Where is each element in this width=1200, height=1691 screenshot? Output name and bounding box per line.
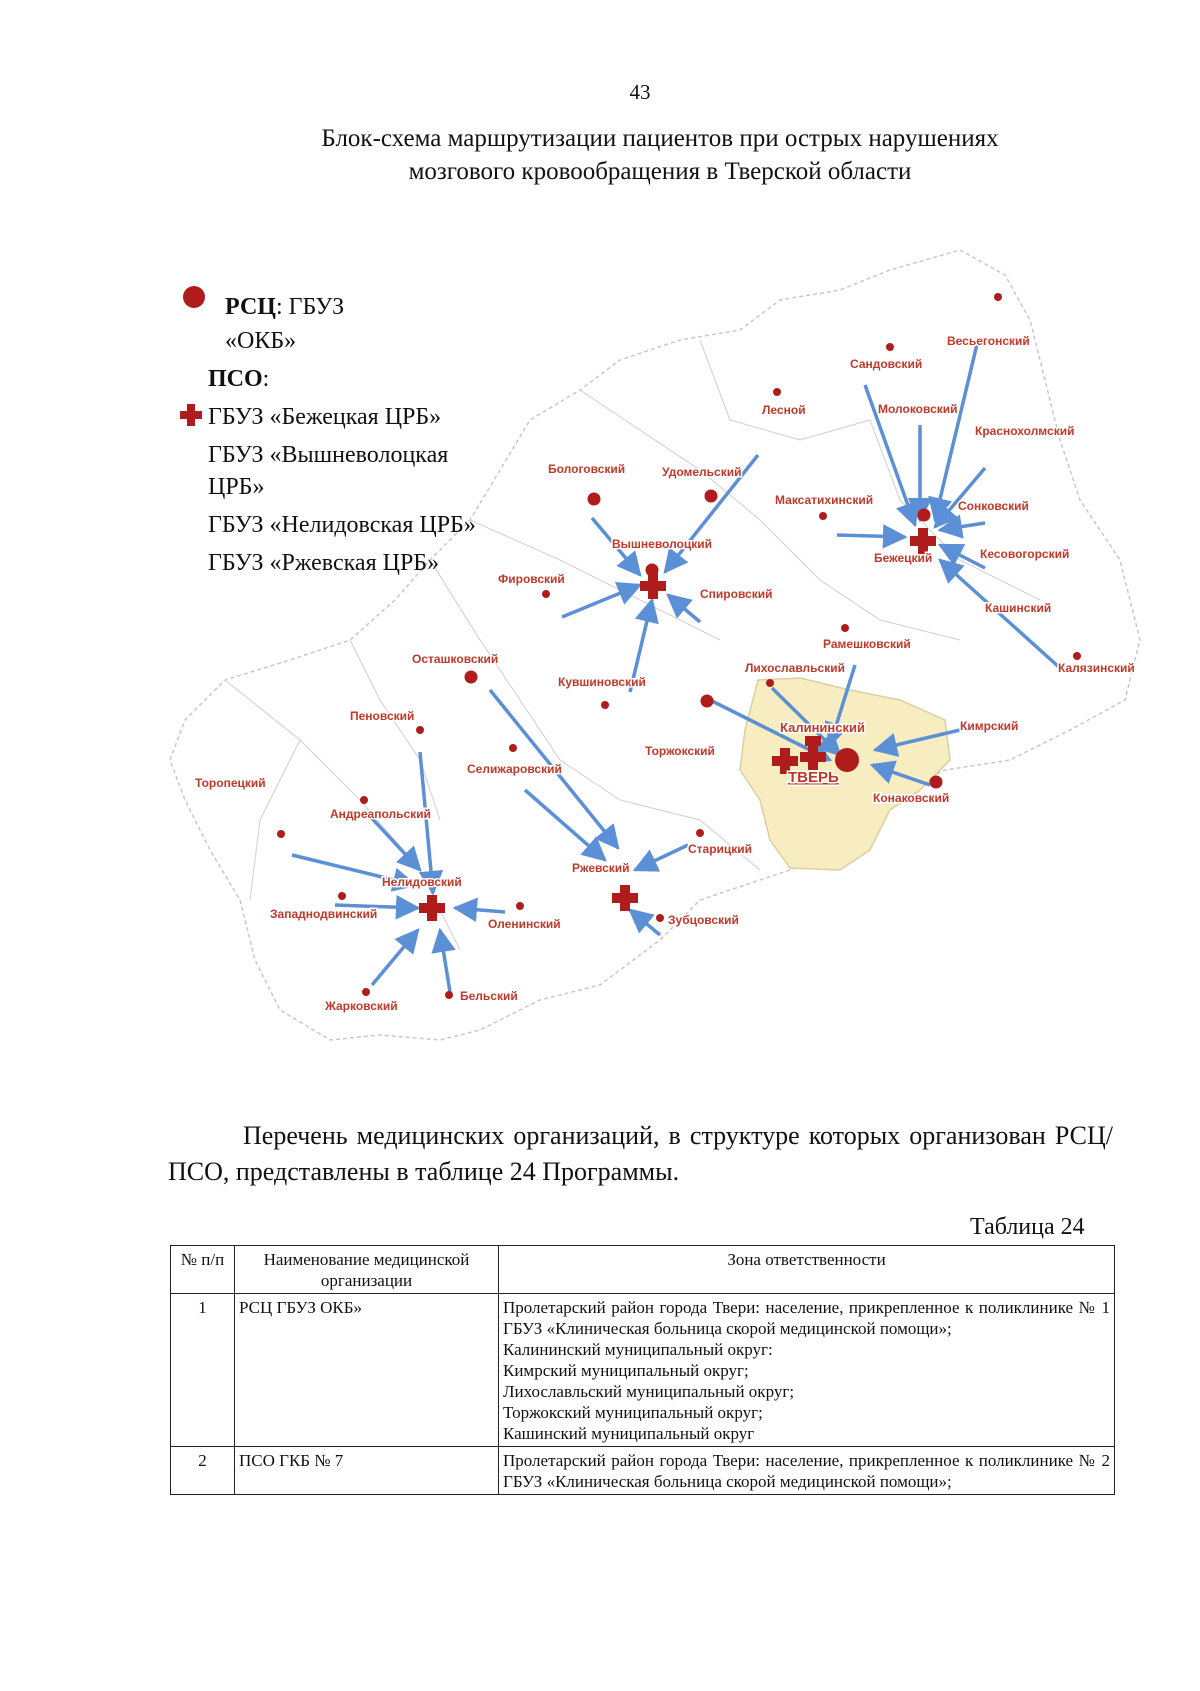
label-sandovsky: Сандовский [850,357,923,371]
label-konakovsky: Конаковский [873,791,950,805]
row-name: РСЦ ГБУЗ ОКБ» [235,1294,499,1447]
zone-line: Калининский муниципальный округ: [503,1340,773,1359]
header-name: Наименование медицинской организации [235,1246,499,1294]
zone-line: Пролетарский район города Твери: население, прикрепленное к поликлинике № 2 ГБУЗ «Клиническая больница скорой медицинской помощи»; [503,1451,1110,1491]
label-bezhetsky: Бежецкий [874,551,933,565]
table-24 [170,1245,1115,1495]
zone-line: Пролетарский район города Твери: население, прикрепленное к поликлинике № 1 ГБУЗ «Клиническая больница скорой медицинской помощи»; [503,1298,1110,1338]
label-vyshnevolotsky: Вышневолоцкий [612,537,713,551]
table-row [171,1447,1115,1495]
label-firovsky: Фировский [498,572,565,586]
label-nelidovsky: Нелидовский [382,875,462,889]
intro-paragraph [168,1118,1113,1190]
pso-item-2a: ГБУЗ «Вышневолоцкая [208,442,449,468]
table-header-row [171,1246,1115,1294]
map-legend [180,292,476,586]
label-spirovsky: Спировский [700,587,773,601]
label-torzhoksky: Торжокский [645,744,715,758]
label-sonkovsky: Сонковский [958,499,1029,513]
title-line-2: мозгового кровообращения в Тверской области [408,158,912,185]
pso-colon: : [262,366,270,392]
intro-paragraph-text: Перечень медицинских организаций, в структуре которых организован РСЦ/ПСО, представлены в таблице 24 Программы. [168,1121,1113,1186]
label-vesegonsky: Весьегонский [947,334,1030,348]
zone-line: Кимрский муниципальный округ; [503,1361,749,1380]
row-zone [499,1447,1115,1495]
label-molokovsky: Молоковский [878,402,958,416]
rsc-text-2: «ОКБ» [225,328,297,354]
label-zubtsovsky: Зубцовский [668,913,739,927]
rsc-legend-dot [183,286,205,308]
title-line-1: Блок-схема маршрутизации пациентов при острых нарушениях [321,125,999,152]
label-bologovsky: Бологовский [548,462,626,476]
table-row [171,1294,1115,1447]
zone-line: Торжокский муниципальный округ; [503,1403,763,1422]
label-oleninsky: Оленинский [488,917,561,931]
label-kimrsky: Кимрский [960,719,1019,733]
label-rzhevsky: Ржевский [572,861,630,875]
row-num: 1 [171,1294,235,1447]
zone-line: Кашинский муниципальный округ [503,1424,755,1443]
row-name: ПСО ГКБ № 7 [235,1447,499,1495]
label-lesnoy: Лесной [762,403,806,417]
label-kalininsky: Калининский [780,720,865,735]
table-caption: Таблица 24 [970,1214,1085,1240]
label-rameshkovsky: Рамешковский [823,637,911,651]
label-tver: ТВЕРЬ [788,769,839,786]
pso-item-2b: ЦРБ» [208,474,265,500]
label-zharkovsky: Жарковский [325,999,398,1013]
label-kalyazinsky: Калязинский [1058,661,1135,675]
label-toropetsky: Торопецкий [195,776,266,790]
label-selizharovsky: Селижаровский [467,762,562,776]
label-kashinsky: Кашинский [985,601,1052,615]
label-krasnoholmsky: Краснохолмский [975,424,1075,438]
label-kuvshinovsky: Кувшиновский [558,675,646,689]
rsc-label: РСЦ [225,294,276,320]
header-num: № п/п [171,1246,235,1294]
label-ostashkovsky: Осташковский [412,652,499,666]
label-penovsky: Пеновский [350,709,415,723]
label-udomelsky: Удомельский [662,465,742,479]
label-likhoslavlsky: Лихославльский [745,661,845,675]
row-num: 2 [171,1447,235,1495]
label-staritsky: Старицкий [688,842,753,856]
pso-item-1: ГБУЗ «Бежецкая ЦРБ» [208,404,442,430]
label-zapadnodvinsky: Западнодвинский [270,907,378,921]
pso-legend-cross-icon [180,404,202,426]
label-maksatikhinsky: Максатихинский [775,493,874,507]
label-kesovogorsky: Кесовогорский [980,547,1070,561]
rsc-text-1: : ГБУЗ [275,294,345,320]
label-belsky: Бельский [460,989,518,1003]
row-zone [499,1294,1115,1447]
header-zone: Зона ответственности [499,1246,1115,1294]
zone-line: Лихославльский муниципальный округ; [503,1382,795,1401]
pso-item-3: ГБУЗ «Нелидовская ЦРБ» [208,512,476,538]
page-number: 43 [629,80,651,104]
pso-label: ПСО [208,366,263,392]
pso-item-4: ГБУЗ «Ржевская ЦРБ» [208,550,440,576]
label-andreapolsky: Андреапольский [330,807,431,821]
